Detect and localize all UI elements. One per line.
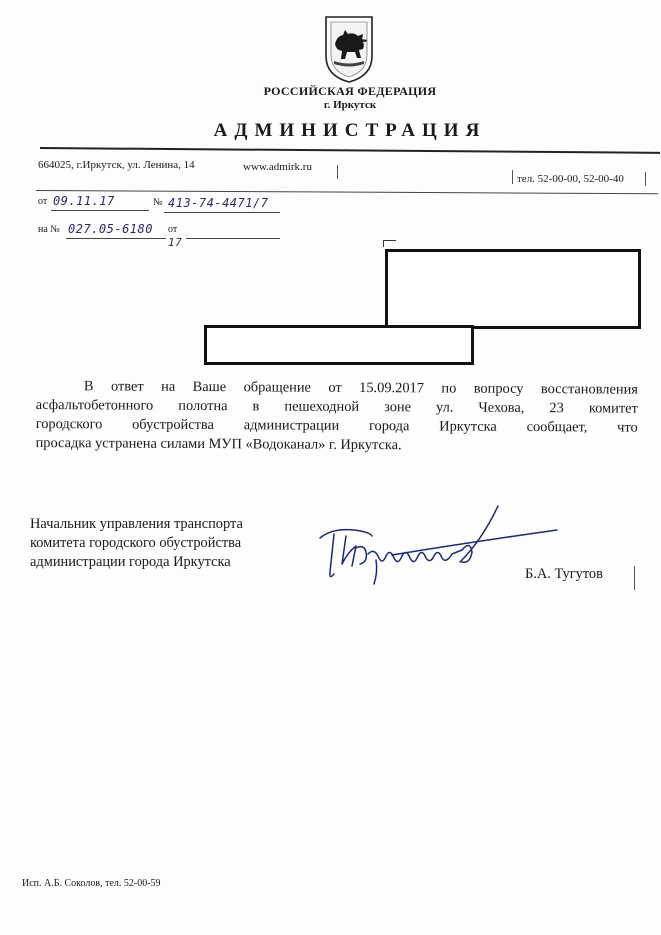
body-line: просадка устранена силами МУП «Водоканал» г. Иркутска. bbox=[35, 434, 402, 454]
header-thick-rule bbox=[40, 147, 660, 154]
number-value: 413-74-4471/7 bbox=[168, 196, 269, 210]
body-line: В ответ на Ваше обращение от 15.09.2017 по вопросу восстановления bbox=[83, 378, 638, 398]
reply-date-label: от bbox=[168, 224, 178, 235]
reply-number-underline bbox=[66, 238, 166, 239]
city-heading: г. Иркутск bbox=[323, 99, 377, 111]
date-label: от bbox=[38, 196, 48, 207]
phone-text: тел. 52-00-00, 52-00-40 bbox=[517, 173, 624, 185]
date-underline bbox=[51, 210, 149, 211]
divider-tick bbox=[512, 170, 513, 184]
irkutsk-coat-of-arms-icon bbox=[323, 14, 375, 84]
number-label: № bbox=[153, 197, 163, 208]
redacted-addressee-box bbox=[385, 249, 641, 329]
position-line: Начальник управления транспорта bbox=[30, 516, 243, 532]
signer-position bbox=[30, 515, 243, 572]
reply-date-underline bbox=[186, 238, 280, 239]
header-thin-rule bbox=[36, 190, 658, 194]
body-line: городского обустройства администрации города Иркутска сообщает, что bbox=[35, 415, 638, 436]
position-line: администрации города Иркутска bbox=[30, 554, 231, 570]
reply-number-label: на № bbox=[38, 224, 60, 235]
divider-tick bbox=[337, 165, 338, 179]
divider-tick bbox=[645, 172, 646, 186]
addressee-corner-mark bbox=[383, 240, 396, 247]
date-value: 09.11.17 bbox=[53, 194, 115, 208]
website-text: www.admirk.ru bbox=[243, 161, 312, 173]
redacted-name-box bbox=[204, 325, 474, 365]
reply-number-value: 027.05-6180 bbox=[68, 222, 153, 236]
signer-name: Б.А. Тугутов bbox=[525, 566, 603, 582]
letter-body bbox=[36, 377, 638, 457]
address-text: 664025, г.Иркутск, ул. Ленина, 14 bbox=[38, 159, 195, 171]
country-heading: РОССИЙСКАЯ ФЕДЕРАЦИЯ bbox=[263, 84, 437, 98]
divider-tick bbox=[634, 566, 635, 590]
body-line: асфальтобетонного полотна в пешеходной зоне ул. Чехова, 23 комитет bbox=[35, 396, 638, 417]
administration-title: АДМИНИСТРАЦИЯ bbox=[213, 120, 487, 141]
reply-date-value: 17 bbox=[168, 236, 183, 249]
number-underline bbox=[164, 212, 280, 213]
position-line: комитета городского обустройства bbox=[30, 535, 242, 551]
executor-note: Исп. А.Б. Соколов, тел. 52-00-59 bbox=[22, 878, 161, 889]
